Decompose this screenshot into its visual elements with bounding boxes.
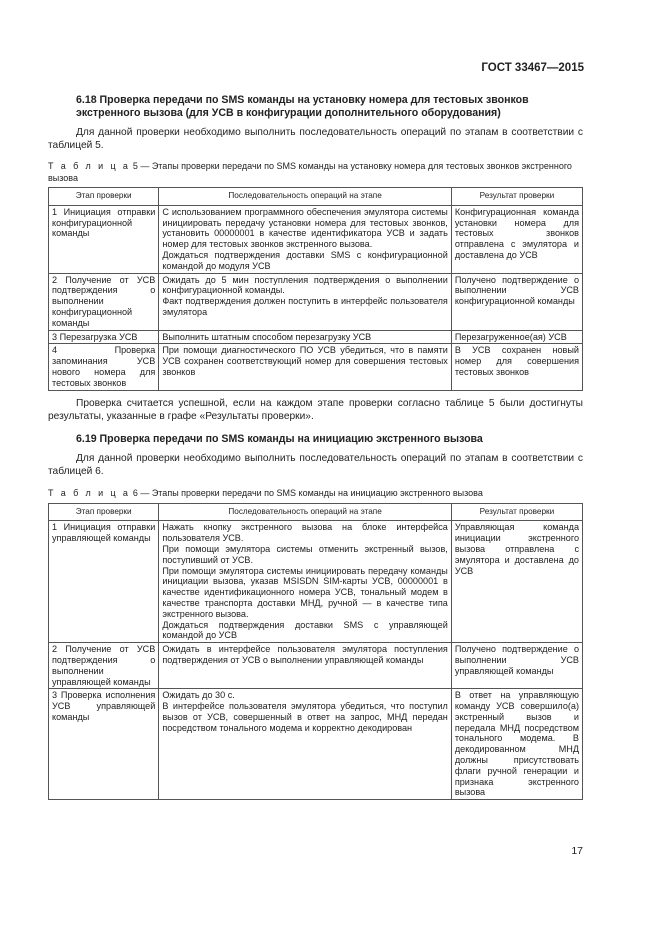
stage-cell: 1 Инициация отправки конфигурационной команды — [49, 205, 159, 273]
table-5-body — [49, 205, 583, 390]
document-code: ГОСТ 33467—2015 — [481, 62, 584, 74]
table-5-header-result: Результат проверки — [451, 188, 582, 206]
table-5-header-row — [49, 188, 583, 206]
operations-cell: Нажать кнопку экстренного вызова на блоке интерфейса пользователя УСВ. При помощи эмулятора системы отменить экстренный вызов, поступивший от УСВ. При помощи эмулятора системы инициировать передачу команды инициации вызова, указав MSISDN SIM-карты УСВ, 00000001 в качестве идентификационного номера УСВ, тональный модем в качестве транспорта доставки МНД, ручной — в качестве типа экстренного вызова. Дождаться подтверждения доставки SMS с управляющей командой до УСВ — [159, 521, 452, 643]
table-6-caption-label: Т а б л и ц а — [48, 487, 131, 498]
result-cell: В УСВ сохранен новый номер для совершения тестовых звонков — [451, 344, 582, 390]
table-row — [49, 344, 583, 390]
table-5-header-stage: Этап проверки — [49, 188, 159, 206]
table-row — [49, 273, 583, 330]
table-6-caption-text: 6 — Этапы проверки передачи по SMS команды на инициацию экстренного вызова — [130, 487, 483, 498]
operations-cell: При помощи диагностического ПО УСВ убедиться, что в памяти УСВ сохранен соответствующий номер для совершения тестовых звонков — [159, 344, 452, 390]
table-6-header-result: Результат проверки — [451, 503, 582, 521]
table-6-header-row — [49, 503, 583, 521]
table-6-header-operations: Последовательность операций на этапе — [159, 503, 452, 521]
operations-cell: Ожидать до 30 с. В интерфейсе пользователя эмулятора убедиться, что поступил вызов от УСВ, совершенный в ответ на запрос, МНД передан посредством тонального модема и корректно декодирован — [159, 689, 452, 800]
section-619-title: 6.19 Проверка передачи по SMS команды на инициацию экстренного вызова — [76, 432, 483, 445]
stage-cell: 2 Получение от УСВ подтверждения о выполнении управляющей команды — [49, 643, 159, 689]
section-619-intro: Для данной проверки необходимо выполнить последовательность операций по этапам в соответствии с таблицей 6. — [48, 452, 583, 477]
table-6-caption — [48, 487, 583, 499]
result-cell: Перезагруженное(ая) УСВ — [451, 330, 582, 344]
table-row — [49, 643, 583, 689]
stage-cell: 3 Перезагрузка УСВ — [49, 330, 159, 344]
page-content — [48, 94, 583, 800]
stage-cell: 3 Проверка исполнения УСВ управляющей команды — [49, 689, 159, 800]
table-row — [49, 521, 583, 643]
operations-cell: Выполнить штатным способом перезагрузку УСВ — [159, 330, 452, 344]
page-number: 17 — [571, 845, 583, 857]
operations-cell: Ожидать до 5 мин поступления подтверждения о выполнении конфигурационной команды. Факт подтверждения должен поступить в интерфейс пользователя эмулятора — [159, 273, 452, 330]
stage-cell: 2 Получение от УСВ подтверждения о выполнении конфигурационной команды — [49, 273, 159, 330]
result-cell: В ответ на управляющую команду УСВ совершило(а) экстренный вызов и передала МНД посредством тонального модема. В декодированном МНД должны присутствовать флаги ручной генерации и признака экстренного вызова — [451, 689, 582, 800]
result-cell: Получено подтверждение о выполнении УСВ конфигурационной команды — [451, 273, 582, 330]
table-5 — [48, 187, 583, 391]
operations-cell: Ожидать в интерфейсе пользователя эмулятора поступления подтверждения от УСВ о выполнении управляющей команды — [159, 643, 452, 689]
operations-cell: С использованием программного обеспечения эмулятора системы инициировать передачу установки номера для тестовых звонков, установить 00000001 в качестве идентификатора УСВ и задать номер для тестовых звонков экстренного вызова. Дождаться подтверждения доставки SMS с конфигурационной командой до модуля УСВ — [159, 205, 452, 273]
table-5-header-operations: Последовательность операций на этапе — [159, 188, 452, 206]
result-cell: Получено подтверждение о выполнении УСВ управляющей команды — [451, 643, 582, 689]
table-6-body — [49, 521, 583, 800]
section-618-intro: Для данной проверки необходимо выполнить последовательность операций по этапам в соответствии с таблицей 5. — [48, 127, 583, 151]
table-6-header-stage: Этап проверки — [49, 503, 159, 521]
result-cell: Управляющая команда инициации экстренного вызова отправлена с эмулятора и доставлена до УСВ — [451, 521, 582, 643]
table-row — [49, 330, 583, 344]
result-cell: Конфигурационная команда установки номера для тестовых звонков отправлена с эмулятора и доставлена до УСВ — [451, 205, 582, 273]
stage-cell: 4 Проверка запоминания УСВ нового номера для тестовых звонков — [49, 344, 159, 390]
section-618-title: 6.18 Проверка передачи по SMS команды на установку номера для тестовых звонков экстренного вызова (для УСВ в конфигурации дополнительного оборудования) — [76, 94, 529, 119]
stage-cell: 1 Инициация отправки управляющей команды — [49, 521, 159, 643]
table-row — [49, 205, 583, 273]
section-618-conclusion: Проверка считается успешной, если на каждом этапе проверки согласно таблице 5 были достигнуты результаты, указанные в графе «Результаты проверки». — [48, 397, 583, 422]
table-6 — [48, 503, 583, 801]
table-row — [49, 689, 583, 800]
table-5-caption-text: 5 — Этапы проверки передачи по SMS команды на установку номера для тестовых звонков экстренного вызова — [48, 161, 572, 183]
table-5-caption — [48, 160, 583, 184]
table-5-caption-label: Т а б л и ц а — [48, 161, 131, 171]
